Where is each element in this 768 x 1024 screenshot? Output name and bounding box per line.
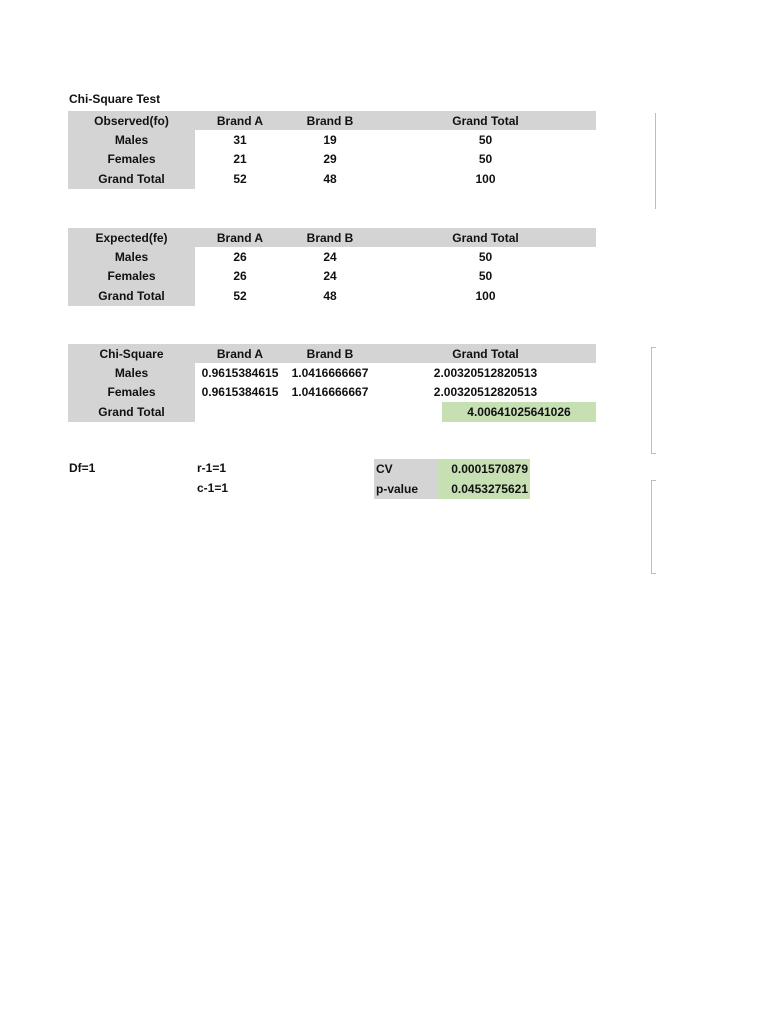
table-cell[interactable] bbox=[375, 402, 442, 421]
chi-square-header-grand-total[interactable]: Grand Total bbox=[375, 344, 596, 363]
table-cell[interactable]: 26 bbox=[233, 250, 247, 265]
row-label[interactable]: Males bbox=[68, 247, 195, 266]
cols-df[interactable]: c-1=1 bbox=[197, 481, 229, 495]
row-label[interactable]: Females bbox=[68, 150, 195, 169]
rows-df[interactable]: r-1=1 bbox=[197, 461, 227, 475]
stats-table bbox=[374, 459, 530, 499]
cv-label[interactable]: CV bbox=[374, 459, 438, 479]
observed-header-brand-a[interactable]: Brand A bbox=[195, 111, 285, 130]
observed-table bbox=[68, 111, 596, 189]
table-cell[interactable]: 2.00320512820513 bbox=[433, 385, 538, 400]
table-cell[interactable]: 52 bbox=[233, 171, 247, 186]
chi-square-table bbox=[68, 344, 596, 422]
p-value-label[interactable]: p-value bbox=[374, 479, 438, 499]
row-label[interactable]: Females bbox=[68, 383, 195, 402]
table-cell[interactable]: 1.0416666667 bbox=[291, 385, 369, 400]
cv-row bbox=[374, 459, 530, 479]
table-cell[interactable]: 0.9615384615 bbox=[201, 366, 279, 381]
expected-header-grand-total[interactable]: Grand Total bbox=[375, 228, 596, 247]
table-cell[interactable]: 29 bbox=[323, 152, 337, 167]
table-cell[interactable]: 24 bbox=[323, 269, 337, 284]
chi-square-row-grand-total bbox=[68, 402, 596, 421]
table-cell[interactable]: 100 bbox=[475, 288, 496, 303]
table-cell[interactable]: 48 bbox=[323, 288, 337, 303]
expected-header-row bbox=[68, 228, 596, 247]
expected-header-brand-b[interactable]: Brand B bbox=[285, 228, 375, 247]
observed-header-label[interactable]: Observed(fo) bbox=[68, 111, 195, 130]
table-cell[interactable]: 31 bbox=[233, 133, 247, 148]
row-label[interactable]: Males bbox=[68, 363, 195, 382]
observed-header-grand-total[interactable]: Grand Total bbox=[375, 111, 596, 130]
table-cell[interactable]: 52 bbox=[233, 288, 247, 303]
observed-row-females bbox=[68, 150, 596, 169]
table-cell[interactable]: 19 bbox=[323, 133, 337, 148]
row-label[interactable]: Grand Total bbox=[68, 169, 195, 188]
chi-square-row-males bbox=[68, 363, 596, 382]
table-cell[interactable] bbox=[195, 402, 285, 421]
row-label[interactable]: Males bbox=[68, 130, 195, 149]
expected-row-males bbox=[68, 247, 596, 266]
p-value-row bbox=[374, 479, 530, 499]
table-cell[interactable]: 2.00320512820513 bbox=[433, 366, 538, 381]
sheet-title: Chi-Square Test bbox=[69, 92, 161, 106]
row-label[interactable]: Grand Total bbox=[68, 286, 195, 305]
row-label[interactable]: Females bbox=[68, 267, 195, 286]
table-cell[interactable]: 50 bbox=[478, 250, 493, 265]
cv-value[interactable]: 0.0001570879 bbox=[438, 459, 530, 479]
observed-header-brand-b[interactable]: Brand B bbox=[285, 111, 375, 130]
chi-square-row-females bbox=[68, 383, 596, 402]
table-cell[interactable]: 48 bbox=[323, 171, 337, 186]
table-cell[interactable]: 26 bbox=[233, 269, 247, 284]
row-label[interactable]: Grand Total bbox=[68, 402, 195, 421]
df-label[interactable]: Df=1 bbox=[69, 461, 96, 475]
table-cell[interactable] bbox=[285, 402, 375, 421]
table-cell[interactable]: 50 bbox=[478, 133, 493, 148]
observed-row-males bbox=[68, 130, 596, 149]
chi-square-header-label[interactable]: Chi-Square bbox=[68, 344, 195, 363]
table-cell[interactable]: 50 bbox=[478, 269, 493, 284]
comment-bracket bbox=[651, 347, 656, 454]
expected-header-label[interactable]: Expected(fe) bbox=[68, 228, 195, 247]
chi-square-total-value[interactable]: 4.00641025641026 bbox=[442, 402, 596, 421]
expected-row-grand-total bbox=[68, 286, 596, 305]
observed-header-row bbox=[68, 111, 596, 130]
table-cell[interactable]: 21 bbox=[233, 152, 247, 167]
comment-bracket bbox=[651, 480, 656, 574]
p-value-value[interactable]: 0.0453275621 bbox=[438, 479, 530, 499]
chi-square-header-brand-b[interactable]: Brand B bbox=[285, 344, 375, 363]
table-cell[interactable]: 24 bbox=[323, 250, 337, 265]
table-cell[interactable]: 1.0416666667 bbox=[291, 366, 369, 381]
table-cell[interactable]: 0.9615384615 bbox=[201, 385, 279, 400]
expected-table bbox=[68, 228, 596, 306]
expected-row-females bbox=[68, 267, 596, 286]
table-cell[interactable]: 50 bbox=[478, 152, 493, 167]
expected-header-brand-a[interactable]: Brand A bbox=[195, 228, 285, 247]
chi-square-header-row bbox=[68, 344, 596, 363]
comment-marker-line bbox=[655, 113, 656, 209]
observed-row-grand-total bbox=[68, 169, 596, 188]
table-cell[interactable]: 100 bbox=[475, 171, 496, 186]
chi-square-header-brand-a[interactable]: Brand A bbox=[195, 344, 285, 363]
